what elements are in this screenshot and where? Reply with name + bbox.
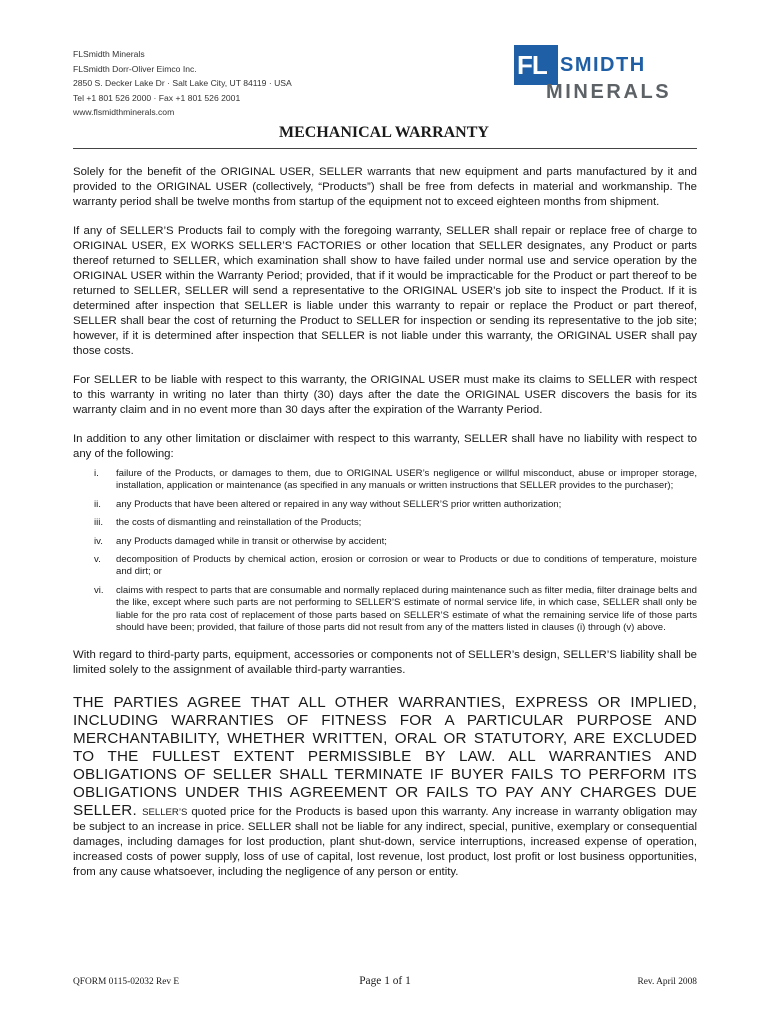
flsmidth-minerals-logo xyxy=(514,45,694,103)
list-item xyxy=(73,554,697,579)
disclaimer-paragraph xyxy=(73,694,697,880)
list-item-number: iv. xyxy=(94,535,103,547)
list-item xyxy=(73,468,697,493)
company-address-block xyxy=(73,47,292,120)
third-party-paragraph: With regard to third-party parts, equipment, accessories or components not of SELLER’s design, SELLER’S liability shall be limited solely to the assignment of available third-party warranties. xyxy=(73,649,697,677)
list-item xyxy=(73,517,697,529)
list-item-number: vi. xyxy=(94,584,104,596)
claims-paragraph: For SELLER to be liable with respect to this warranty, the ORIGINAL USER must make its claims to SELLER with respect to this warranty in writing no later than thirty (30) days after the date the ORIGINAL USER discovers the basis for its warranty claim and in no event more than 30 days after the expiration of the Warranty Period. xyxy=(73,374,697,416)
exclusions-list xyxy=(73,468,697,634)
disclaimer-caps-text: THE PARTIES AGREE THAT ALL OTHER WARRANTIES, EXPRESS OR IMPLIED, INCLUDING WARRANTIES OF FITNESS FOR A PARTICULAR PURPOSE AND MERCHANTABILITY, WHETHER WRITTEN, ORAL OR STATUTORY, ARE EXCLUDED TO THE FULLEST EXTENT PERMISSIBLE BY LAW. ALL WARRANTIES AND OBLIGATIONS OF SELLER SHALL TERMINATE IF BUYER FAILS TO PERFORM ITS OBLIGATIONS UNDER THIS AGREEMENT OR FAILS TO PAY ANY CHARGES DUE SELLER. xyxy=(73,694,697,820)
list-item-number: ii. xyxy=(94,498,101,510)
document-title: MECHANICAL WARRANTY xyxy=(279,124,489,141)
company-website: www.flsmidthminerals.com xyxy=(73,107,175,118)
company-division: FLSmidth Dorr-Oliver Eimco Inc. xyxy=(73,63,197,74)
list-item-text: any Products damaged while in transit or otherwise by accident; xyxy=(116,535,387,547)
list-item-number: iii. xyxy=(94,517,104,529)
logo-fl-text: FL xyxy=(517,50,547,80)
title-rule xyxy=(73,148,697,149)
list-item-text: the costs of dismantling and reinstallation of the Products; xyxy=(116,517,362,529)
list-item-text: decomposition of Products by chemical action, erosion or corrosion or wear to Products or due to conditions of temperature, moisture and dirt; or xyxy=(116,554,697,578)
list-item-number: v. xyxy=(94,554,101,566)
company-name: FLSmidth Minerals xyxy=(73,49,145,59)
limitation-paragraph: In addition to any other limitation or disclaimer with respect to this warranty, SELLER shall have no liability with respect to any of the following: xyxy=(73,433,697,460)
list-item xyxy=(73,499,697,511)
disclaimer-sellers-text: SELLER’S xyxy=(142,807,188,819)
company-phone-fax: Tel +1 801 526 2000 · Fax +1 801 526 2001 xyxy=(73,92,241,103)
list-item xyxy=(73,536,697,548)
disclaimer-rest-text: quoted price for the Products is based upon this warranty. Any increase in warranty obligation may be subject to an increase in price. SELLER shall not be liable for any indirect, special, punitive, exemplary or consequential damages, including damages for lost production, plant shut-down, service interruptions, increased expense of operation, increased costs of power supply, loss of use of capital, lost revenue, lost product, lost profit or lost business opportunities, from any cause whatsoever, including the negligence of any person or entity. xyxy=(73,806,697,879)
list-item-number: i. xyxy=(94,468,99,479)
revision-date: Rev. April 2008 xyxy=(637,977,697,987)
company-address: 2850 S. Decker Lake Dr · Salt Lake City, UT 84119 · USA xyxy=(73,78,292,89)
list-item xyxy=(73,585,697,635)
remedy-paragraph: If any of SELLER’S Products fail to comply with the foregoing warranty, SELLER shall repair or replace free of charge to ORIGINAL USER, EX WORKS SELLER’S FACTORIES or other location that SELLER designates, any Product or parts thereof returned to SELLER, which examination shall show to have failed under normal use and service operation by the ORIGINAL USER within the Warranty Period; provided, that if it would be impracticable for the Product or part thereof to be returned to SELLER, SELLER will send a representative to the ORIGINAL USER’s job site to inspect the Product. If it is determined after inspection that SELLER is liable under this warranty to repair or replace the Product or part thereof, SELLER shall bear the cost of returning the Product to SELLER for inspection or sending its representative to the job site; however, if it is determined after inspection that SELLER is not liable under this warranty, the ORIGINAL USER shall pay those costs. xyxy=(73,225,697,357)
logo-minerals-text: MINERALS xyxy=(546,81,672,103)
logo-smidth-text: SMIDTH xyxy=(560,54,646,76)
page-number: Page 1 of 1 xyxy=(359,975,411,987)
document-body xyxy=(73,165,697,880)
warranty-paragraph: Solely for the benefit of the ORIGINAL USER, SELLER warrants that new equipment and parts manufactured by it and provided to the ORIGINAL USER (collectively, “Products”) shall be free from defects in material and workmanship. The warranty period shall be twelve months from startup of the equipment not to exceed eighteen months from shipment. xyxy=(73,166,697,208)
form-number: QFORM 0115-02032 Rev E xyxy=(73,977,180,987)
list-item-text: claims with respect to parts that are consumable and normally replaced during maintenance such as filter media, filter drainage belts and the like, except where such parts are not performing to SELLER’S estimate of normal service life, in which case, SELLER shall only be liable for the pro rata cost of replacement of those parts based on SELLER’S estimate of what the remaining service life of those parts should have been; provided, that failure of those parts did not result from any of the matters listed in clauses (i) through (v) above. xyxy=(116,584,697,634)
list-item-text: any Products that have been altered or repaired in any way without SELLER’S prior written authorization; xyxy=(116,498,562,510)
list-item-text: failure of the Products, or damages to them, due to ORIGINAL USER’s negligence or willful misconduct, abuse or improper storage, installation, application or maintenance (as specified in any manuals or written instructions that SELLER provides to the purchaser); xyxy=(116,468,697,492)
